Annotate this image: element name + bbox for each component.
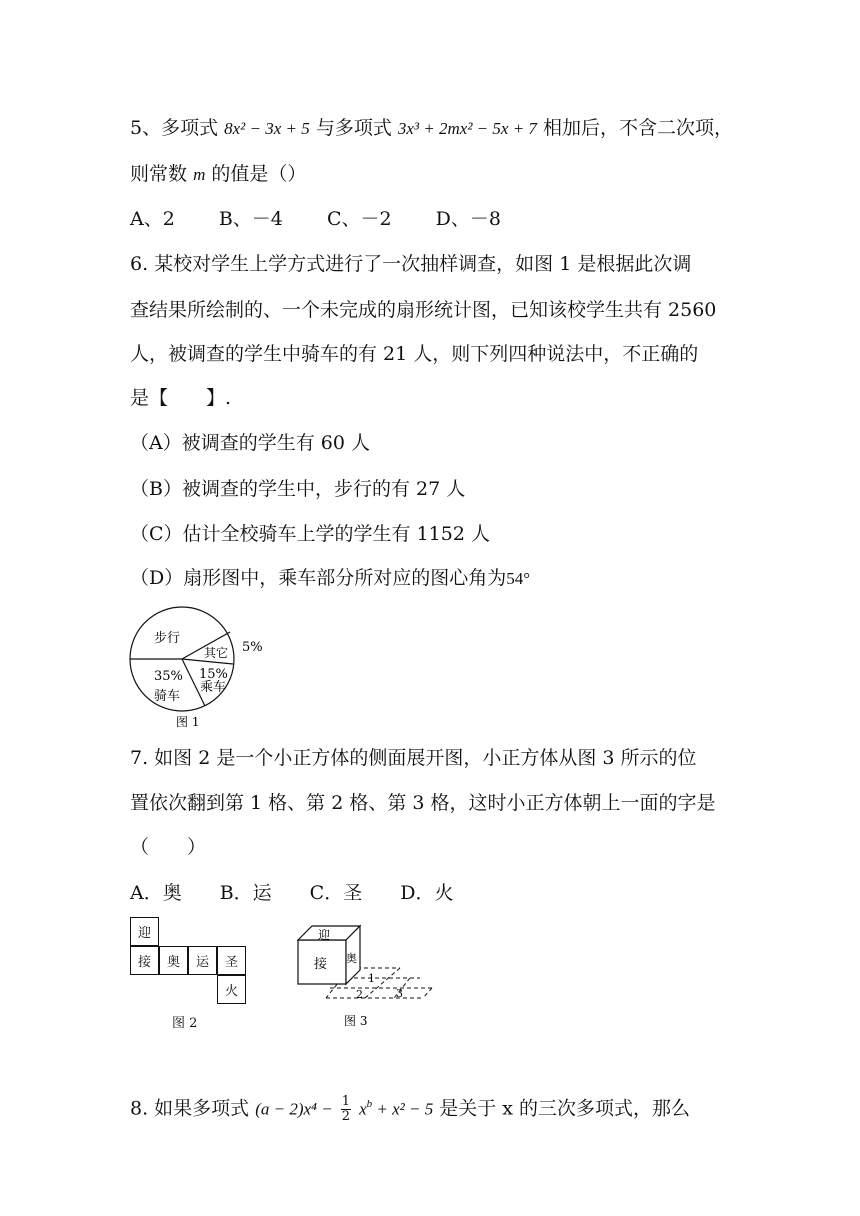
cube-net-figure <box>130 917 250 1037</box>
q8-expr-pre: (a − 2)x⁴ − <box>255 1099 333 1119</box>
pie-label-other-pct: 5% <box>242 640 263 655</box>
q7-line2: 置依次翻到第 1 格、第 2 格、第 3 格，这时小正方体朝上一面的字是 <box>130 792 716 814</box>
q6-opt-d-angle: 54° <box>506 569 531 588</box>
net-cell-2: 奥 <box>159 946 188 975</box>
pie-label-bus-pct: 15% <box>199 667 228 682</box>
pie-label-other: 其它 <box>204 646 229 660</box>
q5-line2 <box>130 162 306 187</box>
q5-text-c: 相加后，不含二次项， <box>542 117 733 139</box>
q8-expr-sup: b <box>366 1098 373 1110</box>
cube-figure <box>290 920 450 1035</box>
net-cell-bottom: 火 <box>217 975 246 1004</box>
grid-label-1: 1 <box>368 972 375 985</box>
q8-frac-num: 1 <box>341 1093 351 1109</box>
cube-face-top: 迎 <box>318 928 331 942</box>
q5-expr2: 3x³ + 2mx² − 5x + 7 <box>397 119 537 138</box>
pie-label-bike-pct: 35% <box>154 669 183 684</box>
pie-label-walk: 步行 <box>154 631 181 646</box>
q7-options: A．奥 B．运 C．圣 D．火 <box>130 882 454 904</box>
net-cell-top: 迎 <box>130 917 159 946</box>
net-caption: 图 2 <box>172 1016 198 1031</box>
q5-line1 <box>130 116 733 141</box>
q8-fraction <box>341 1095 351 1124</box>
q6-line2: 查结果所绘制的、一个未完成的扇形统计图，已知该校学生共有 2560 <box>130 299 717 321</box>
q6-line4: 是【 】. <box>130 387 232 409</box>
q6-opt-b: （B）被调查的学生中，步行的有 27 人 <box>130 478 466 500</box>
q8-text-a: 8. 如果多项式 <box>130 1097 250 1120</box>
net-cell-1: 接 <box>130 946 159 975</box>
q8-expr-post: x <box>359 1099 367 1119</box>
grid-label-3: 3 <box>396 987 403 1000</box>
q8-expr-tail: + x² − 5 <box>372 1099 434 1119</box>
pie-label-bus: 乘车 <box>200 680 227 695</box>
q7-line3: （ ） <box>130 836 207 858</box>
q6-opt-d <box>130 566 530 591</box>
q5-var-m: m <box>193 165 206 184</box>
pie-label-bike: 骑车 <box>154 689 181 704</box>
q8-frac-den: 2 <box>341 1108 351 1124</box>
net-cell-3: 运 <box>188 946 217 975</box>
net-cell-4: 圣 <box>217 946 246 975</box>
q5-line2-b: 的值是（） <box>211 163 307 185</box>
pie-caption: 图 1 <box>176 715 200 729</box>
q7-line1: 7. 如图 2 是一个小正方体的侧面展开图，小正方体从图 3 所示的位 <box>130 747 697 769</box>
q6-line1: 6. 某校对学生上学方式进行了一次抽样调查，如图 1 是根据此次调 <box>130 253 692 275</box>
q5-options: A、2 B、－4 C、－2 D、－8 <box>130 208 501 230</box>
pie-chart-figure <box>126 602 276 732</box>
q5-line2-a: 则常数 <box>130 163 188 185</box>
q8-text-b: 是关于 x 的三次多项式，那么 <box>439 1097 691 1120</box>
q8-line1 <box>130 1084 690 1129</box>
grid-label-2: 2 <box>356 988 363 1001</box>
q6-opt-d-text: （D）扇形图中，乘车部分所对应的图心角为 <box>130 567 507 589</box>
cube-caption: 图 3 <box>344 1014 368 1028</box>
cube-face-side: 奥 <box>346 952 357 965</box>
q6-opt-a: （A）被调查的学生有 60 人 <box>130 432 370 454</box>
q6-opt-c: （C）估计全校骑车上学的学生有 1152 人 <box>130 523 490 545</box>
q5-text-b: 与多项式 <box>315 117 392 139</box>
cube-face-front: 接 <box>314 957 328 972</box>
q5-text-a: 5、多项式 <box>130 117 219 139</box>
q5-expr1: 8x² − 3x + 5 <box>224 119 310 138</box>
q6-line3: 人，被调查的学生中骑车的有 21 人，则下列四种说法中，不正确的 <box>130 343 699 365</box>
